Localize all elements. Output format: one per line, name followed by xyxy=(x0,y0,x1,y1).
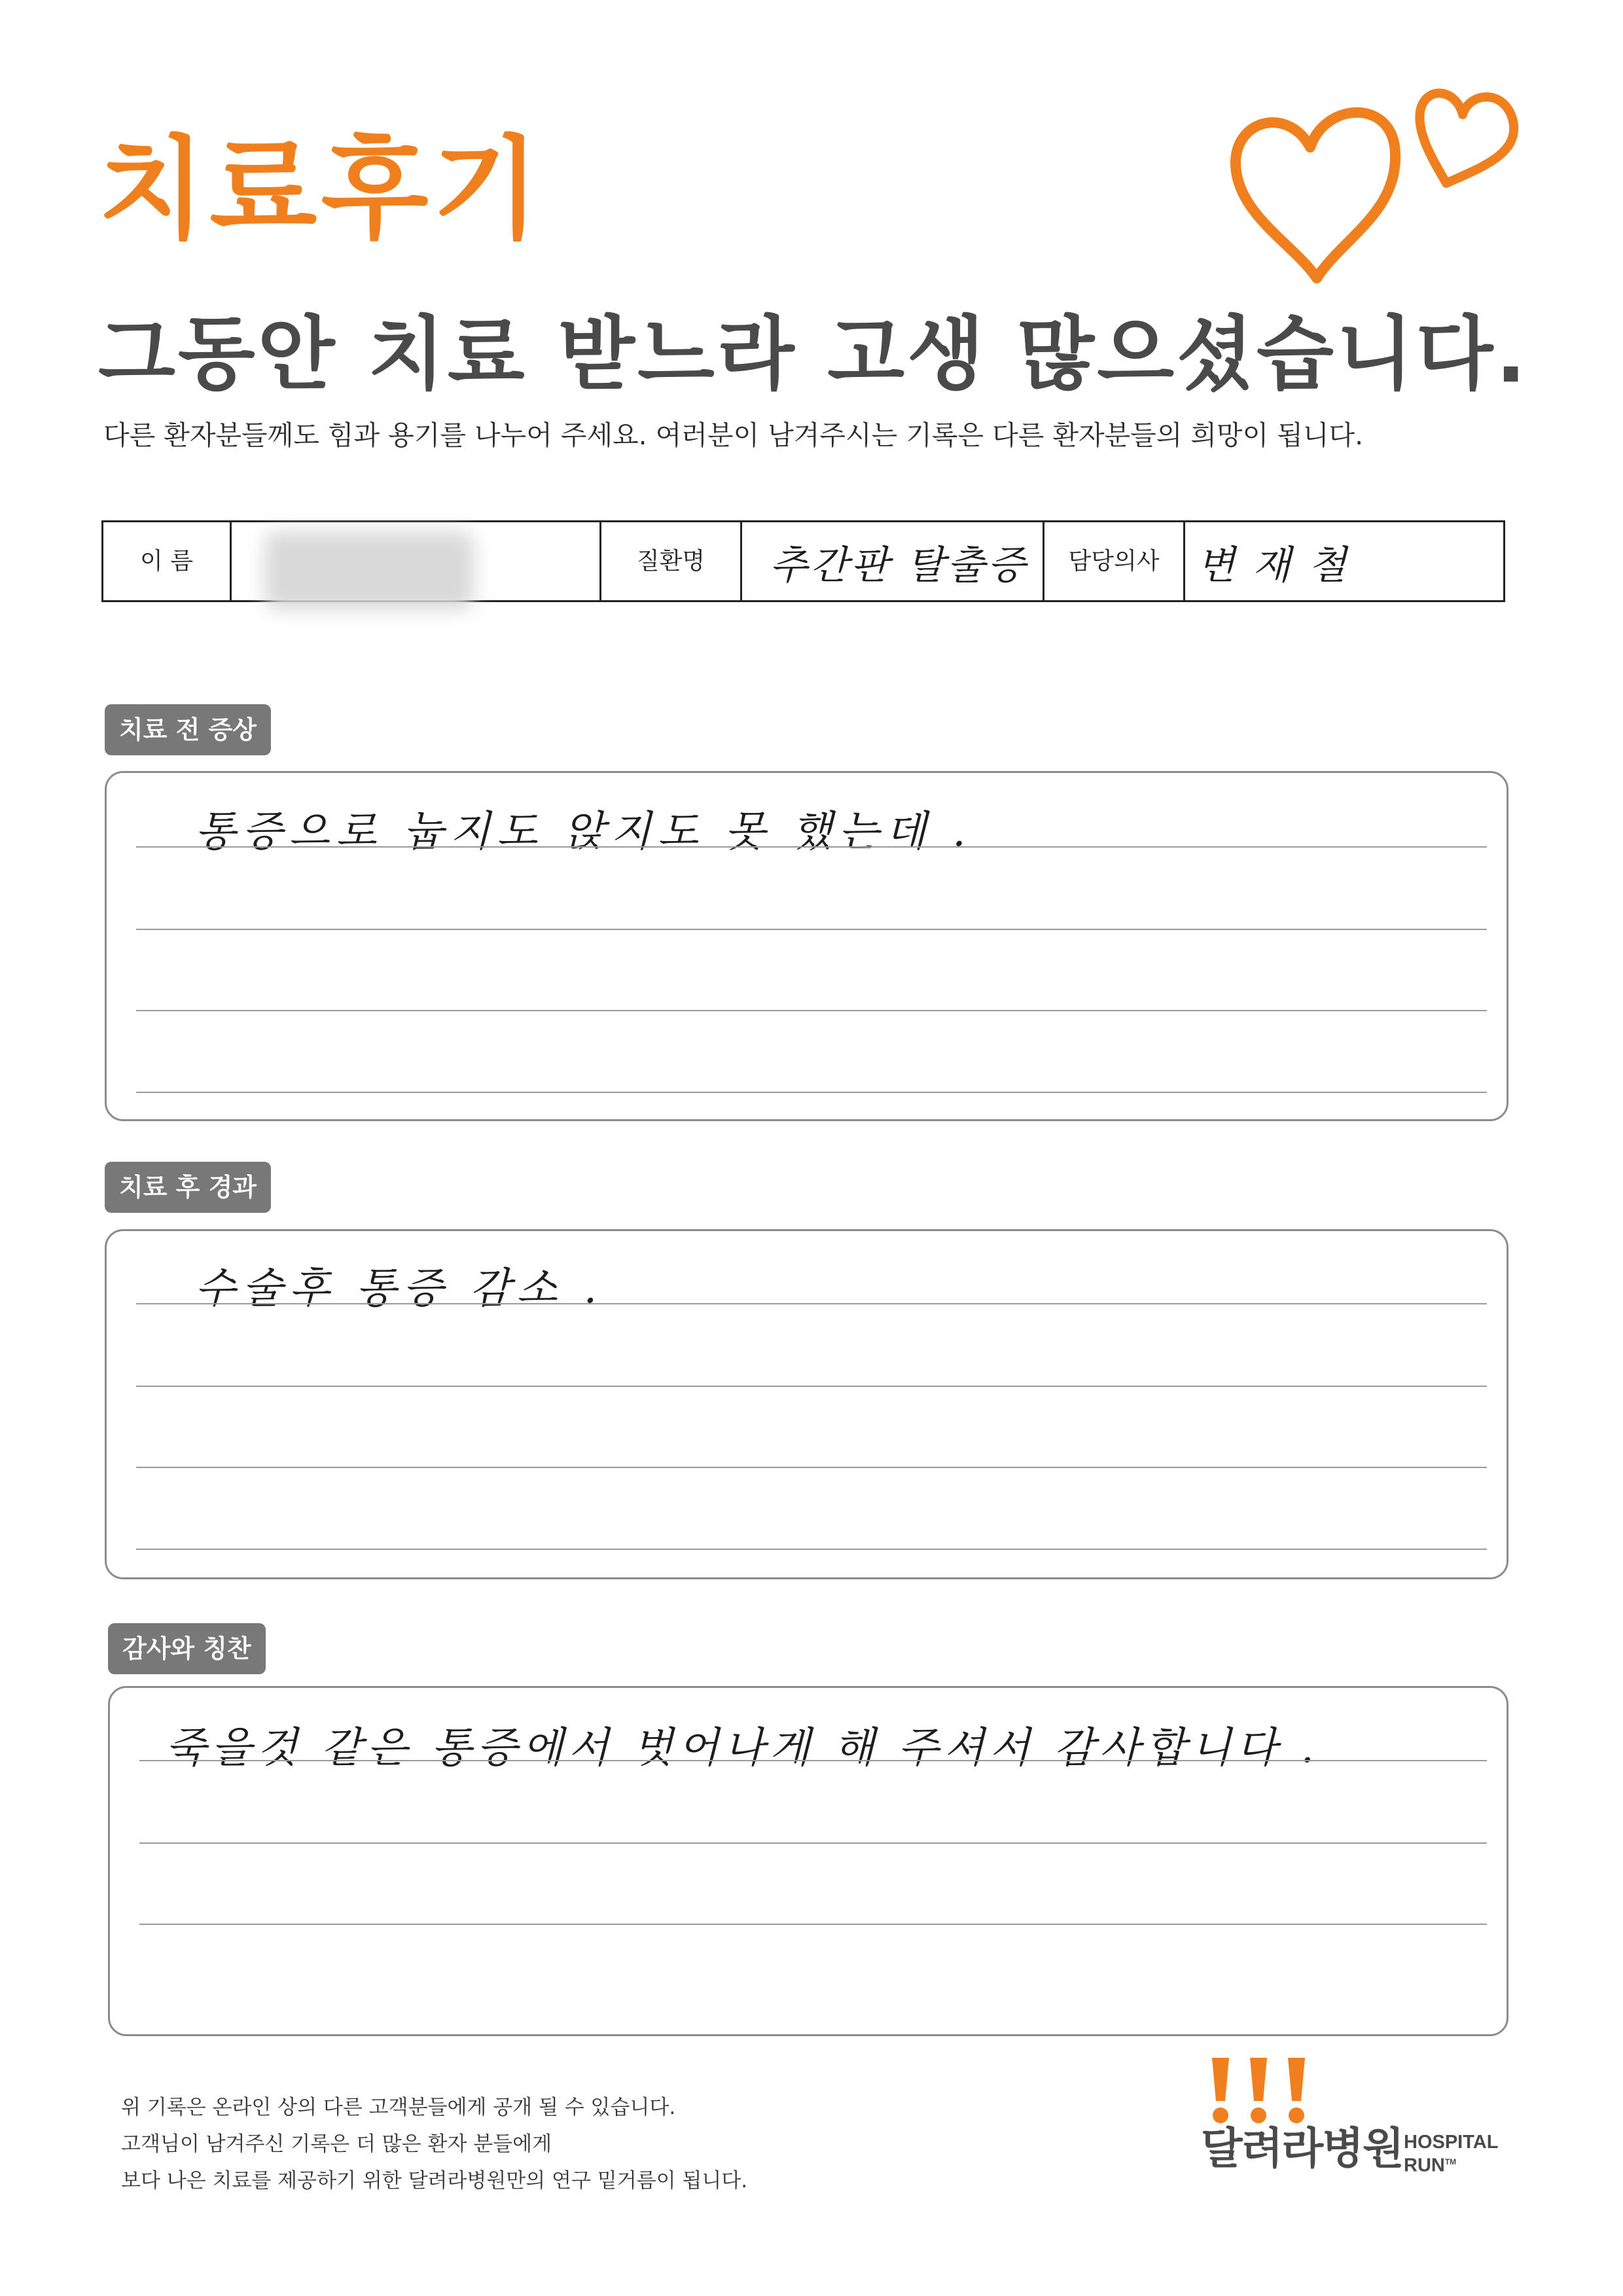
thanks-entry: 죽을것 같은 통증에서 벗어나게 해 주셔서 감사합니다 . xyxy=(166,1724,1319,1772)
thanks-label: 감사와 칭찬 xyxy=(108,1623,266,1674)
writing-line xyxy=(139,1842,1487,1844)
patient-info-table xyxy=(101,520,1505,602)
disease-value-cell[interactable] xyxy=(742,522,1044,600)
writing-line xyxy=(139,1924,1487,1925)
doctor-label-cell xyxy=(1044,522,1185,600)
writing-line xyxy=(139,1760,1487,1761)
writing-line xyxy=(136,1092,1487,1093)
headline: 그동안 치료 받느라 고생 많으셨습니다. xyxy=(98,308,1529,401)
after-treatment-label: 치료 후 경과 xyxy=(105,1162,271,1213)
footer-line-3: 보다 나은 치료를 제공하기 위한 달려라병원만의 연구 밑거름이 됩니다. xyxy=(121,2169,748,2193)
disease-label: 질환명 xyxy=(636,548,705,575)
hospital-logo-icon xyxy=(1203,2055,1321,2130)
thanks-box[interactable] xyxy=(108,1686,1508,2036)
logo-en-line-2: RUN xyxy=(1404,2155,1445,2176)
name-label: 이 름 xyxy=(140,548,193,575)
trademark-mark: TM xyxy=(1444,2157,1457,2166)
hospital-logo-name: 달려라병원 xyxy=(1201,2123,1403,2174)
footer-line-2: 고객님이 남겨주신 기록은 더 많은 환자 분들에게 xyxy=(121,2132,552,2156)
footer-notes xyxy=(121,2089,747,2199)
writing-line xyxy=(136,1010,1487,1011)
after-treatment-box[interactable] xyxy=(105,1229,1508,1579)
writing-line xyxy=(136,929,1487,930)
footer-line-1: 위 기록은 온라인 상의 다른 고객분들에게 공개 될 수 있습니다. xyxy=(121,2096,676,2119)
writing-line xyxy=(136,1467,1487,1468)
doctor-value-cell[interactable] xyxy=(1185,522,1503,600)
writing-line xyxy=(136,846,1487,848)
before-treatment-entry: 통증으로 눕지도 앉지도 못 했는데 . xyxy=(195,808,972,856)
before-treatment-box[interactable] xyxy=(105,771,1508,1121)
hearts-icon xyxy=(1217,62,1558,300)
doctor-label: 담당의사 xyxy=(1068,548,1160,575)
logo-en-line-1: HOSPITAL xyxy=(1404,2132,1499,2153)
redacted-name xyxy=(264,531,474,610)
name-label-cell xyxy=(103,522,232,600)
disease-value: 추간판 탈출증 xyxy=(770,543,1028,588)
disease-label-cell xyxy=(601,522,742,600)
writing-line xyxy=(136,1549,1487,1550)
writing-line xyxy=(136,1386,1487,1387)
before-treatment-label: 치료 전 증상 xyxy=(105,704,271,755)
writing-line xyxy=(136,1303,1487,1304)
doctor-value: 변 재 철 xyxy=(1197,543,1349,588)
after-treatment-entry: 수술후 통증 감소 . xyxy=(195,1265,604,1313)
subline: 다른 환자분들께도 힘과 용기를 나누어 주세요. 여러분이 남겨주시는 기록은 다른 환자분들의 희망이 됩니다. xyxy=(103,420,1364,451)
page-title: 치료후기 xyxy=(98,125,544,255)
name-value-cell[interactable] xyxy=(232,522,601,600)
hospital-logo-english xyxy=(1404,2132,1498,2176)
